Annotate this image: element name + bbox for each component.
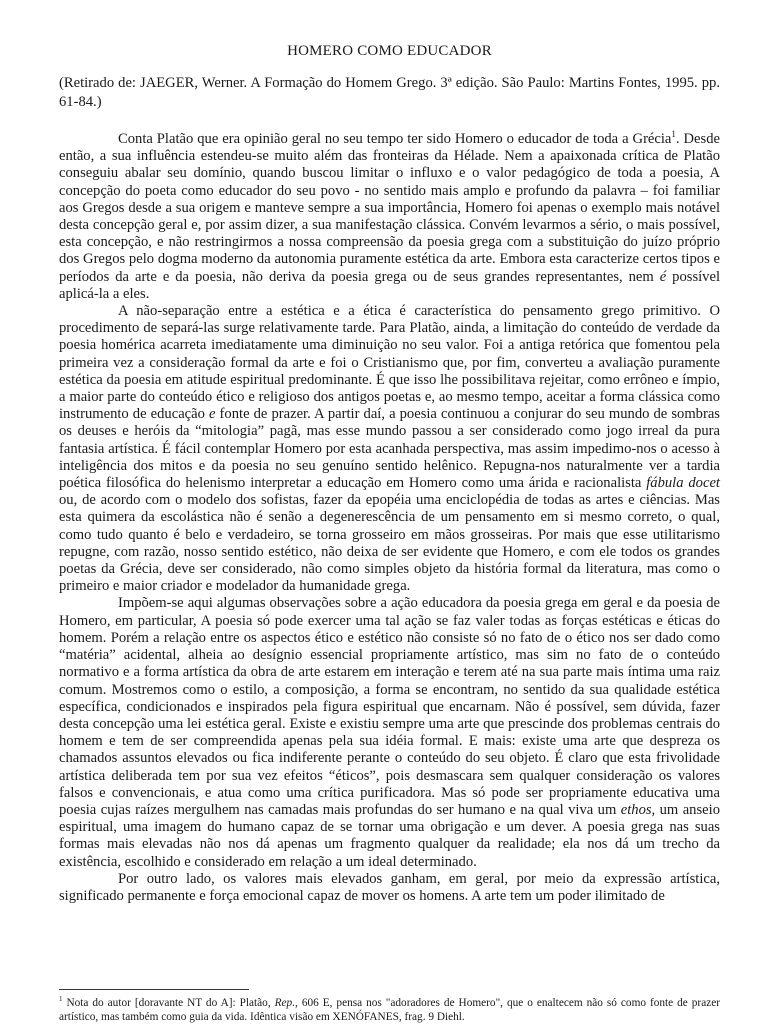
paragraph-1 — [59, 131, 720, 303]
footnote-text-b: 606 E, pensa nos "adoradores de Homero", que o enaltecem não só como fonte de prazer artístico, mas também como guia da vida. Idêntica visão em XENÓFANES, frag. 9 Diehl. — [59, 996, 721, 1023]
paragraph-2-text-b: fonte de prazer. A partir daí, a poesia continuou a conjurar do seu mundo de sombras os deuses e heróis da “mitologia” pagã, mas esse mundo passou a ser considerado como jogo irreal da pura fantasia artística. É fácil contemplar Homero por esta acanhada perspectiva, mas assim impedimo-nos o acesso à inteligência dos mitos e da poesia no seu genuíno sentido helênico. Repugna-nos naturalmente ver a tardia poética filosófica do helenismo interpretar a educação em Homero como uma árida e racionalista — [59, 406, 720, 492]
paragraph-1-text-c: possível aplicá-la a eles. — [59, 268, 721, 302]
paragraph-2-emphasis-2: fábula docet — [646, 475, 720, 492]
paragraph-2-text-c: ou, de acordo com o modelo dos sofistas, fazer da epopéia uma enciclopédia de todas as artes e ciências. Mas esta quimera da escolástica não é senão a degenerescência de um pensamento em si mesmo correto, o qual, como tudo quanto é belo e verdadeiro, se torna grosseiro em mãos grosseiras. Por mais que esse utilitarismo repugne, com razão, nosso sentido estético, não deixa de ser evidente que Homero, e com ele todos os grandes poetas da Grécia, deve ser considerado, não como simples objeto da história formal da literatura, mas como o primeiro e maior criador e modelador da humanidade grega. — [59, 492, 720, 595]
paragraph-2 — [59, 303, 720, 595]
paragraph-3-text-a: Impõem-se aqui algumas observações sobre a ação educadora da poesia grega em geral e da poesia de Homero, em particular, A poesia só pode exercer uma tal ação se faz valer todas as forças estéticas e éticas do homem. Porém a relação entre os aspectos ético e estético não consiste só no fato de o ético nos ser dado como “matéria” acidental, alheia ao desígnio essencial propriamente artístico, mas sim no fato de o conteúdo normativo e a forma artística da obra de arte estarem em interação e terem até na sua parte mais íntima uma raiz comum. Mostremos como o estilo, a composição, a forma se encontram, no sentido da sua qualidade estética específica, condicionados e inspirados pela figura espiritual que encarnam. Não é possível, sem dúvida, fazer desta concepção uma lei estética geral. Existe e existiu sempre uma arte que prescinde dos problemas centrais do homem e tem de ser compreendida apenas pela sua idéia formal. E mais: existe uma arte que despreza os chamados assuntos elevados ou fica indiferente perante o conteúdo do seu objeto. É claro que esta frivolidade artística deliberada tem por sua vez efeitos “éticos”, pois desmascara sem qualquer consideração os valores falsos e convencionais, e atua como uma crítica purificadora. Mas só pode ser propriamente educativa uma poesia cujas raízes mergulhem nas camadas mais profundas do ser humano e na qual viva um — [59, 595, 720, 818]
paragraph-1-text-b: . Desde então, a sua influência estendeu-se muito além das fronteiras da Hélade. Nem a apaixonada crítica de Platão conseguiu abalar seu domínio, quando buscou limitar o influxo e o valor pedagógico de toda a poesia, A concepção do poeta como educador do seu povo - no sentido mais amplo e profundo da palavra – foi familiar aos Gregos desde a sua origem e manteve sempre a sua importância, Homero foi apenas o exemplo mais notável desta concepção geral e, por assim dizer, a sua manifestação clássica. Convém levarmos a sério, o mais possível, esta concepção, e não restringirmos a nossa compreensão da poesia grega com a substituição do juízo próprio dos Gregos pelo dogma moderno da autonomia puramente estética da arte. Embora esta caracterize certos tipos e períodos da arte e da poesia, não deriva da poesia grega ou de seus grandes representantes, nem — [59, 131, 720, 285]
footnote — [59, 992, 720, 1024]
paragraph-3-text-b: um anseio espiritual, uma imagem do humano capaz de se tornar uma obrigação e um dever. A poesia grega nas suas formas mais elevadas não nos dá apenas um fragmento qualquer da realidade; ela nos dá um trecho da existência, escolhido e considerado em relação a um ideal determinado. — [59, 801, 720, 870]
paragraph-1-text-a: Conta Platão que era opinião geral no seu tempo ter sido Homero o educador de toda a Grécia — [118, 131, 672, 147]
footnote-text-a: Nota do autor [doravante NT do A]: Platão, — [62, 996, 275, 1009]
source-citation: (Retirado de: JAEGER, Werner. A Formação do Homem Grego. 3ª edição. São Paulo: Martins Fontes, 1995. pp. 61-84.) — [59, 75, 720, 110]
paragraph-3 — [59, 595, 720, 870]
document-title: HOMERO COMO EDUCADOR — [287, 43, 492, 59]
paragraph-2-emphasis-1: e — [209, 406, 216, 423]
footnote-ref-1[interactable]: 1 — [671, 129, 676, 140]
paragraph-1-emphasis: é — [659, 268, 667, 285]
paragraph-3-emphasis: ethos, — [620, 801, 656, 818]
document-page — [59, 40, 720, 905]
footnote-separator — [59, 989, 249, 990]
paragraph-4: Por outro lado, os valores mais elevados ganham, em geral, por meio da expressão artística, significado permanente e força emocional capaz de mover os homens. A arte tem um poder ilimitado de — [59, 870, 720, 904]
footnote-emphasis: Rep., — [274, 996, 298, 1009]
footnote-number: 1 — [59, 995, 63, 1003]
paragraph-2-text-a: A não-separação entre a estética e a ética é característica do pensamento grego primitivo. O procedimento de separá-las surge relativamente tarde. Para Platão, ainda, a limitação do conteúdo de verdade da poesia homérica acarreta imediatamente uma diminuição no seu valor. Foi a antiga retórica que fomentou pela primeira vez a consideração formal da arte e foi o Cristianismo que, por fim, converteu a avaliação puramente estética da poesia em atitude espiritual predominante. É que isso lhe possibilitava rejeitar, como errôneo e ímpio, a maior parte do conteúdo ético e religioso dos antigos poetas e, ao mesmo tempo, aceitar a forma clássica como instrumento de educação — [59, 303, 720, 423]
